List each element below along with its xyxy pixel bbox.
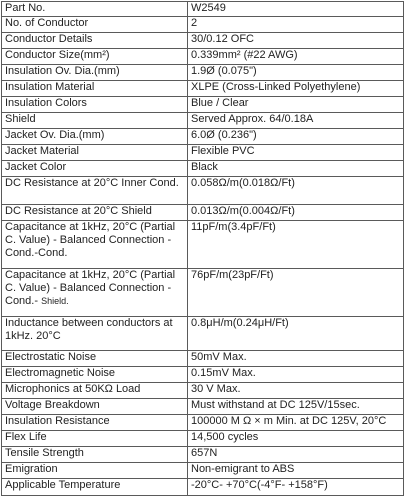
spec-value: 0.013Ω/m(0.004Ω/Ft) (191, 205, 295, 217)
table-row (2, 317, 404, 351)
spec-label-cell (2, 431, 188, 447)
spec-label: Insulation Resistance (5, 415, 110, 427)
table-row (2, 113, 404, 129)
spec-value: Non-emigrant to ABS (191, 463, 295, 475)
spec-label: Part No. (5, 2, 46, 14)
spec-value-cell (188, 317, 404, 351)
spec-label: Inductance between conductors at 1kHz. 20°C (5, 317, 173, 342)
spec-value: Served Approx. 64/0.18A (191, 113, 314, 125)
spec-label: Voltage Breakdown (5, 399, 100, 411)
spec-value-cell (188, 205, 404, 221)
spec-value: Must withstand at DC 125V/15sec. (191, 399, 360, 411)
spec-label-cell (2, 17, 188, 33)
spec-label: Electrostatic Noise (5, 351, 97, 363)
spec-value: 1.9Ø (0.075") (191, 65, 257, 77)
spec-label: Tensile Strength (5, 447, 84, 459)
table-row (2, 383, 404, 399)
spec-label: Microphonics at 50KΩ Load (5, 383, 141, 395)
spec-value-cell (188, 97, 404, 113)
spec-label-cell (2, 177, 188, 205)
spec-value-cell (188, 447, 404, 463)
spec-table-body (2, 2, 404, 496)
spec-label-cell (2, 97, 188, 113)
spec-label-cell (2, 221, 188, 269)
table-row (2, 81, 404, 97)
spec-value-cell (188, 81, 404, 97)
spec-label: Electromagnetic Noise (5, 367, 116, 379)
spec-label-cell (2, 367, 188, 383)
spec-value: 50mV Max. (191, 351, 247, 363)
spec-table (1, 1, 404, 496)
spec-label-cell (2, 113, 188, 129)
table-row (2, 145, 404, 161)
table-row (2, 65, 404, 81)
spec-label: No. of Conductor (5, 17, 89, 29)
spec-value-cell (188, 177, 404, 205)
spec-value: 11pF/m(3.4pF/Ft) (191, 221, 276, 233)
spec-label-cell (2, 463, 188, 479)
spec-value: 6.0Ø (0.236") (191, 129, 257, 141)
spec-label: Shield (5, 113, 36, 125)
spec-value: 2 (191, 17, 198, 29)
spec-label-cell (2, 205, 188, 221)
spec-label: DC Resistance at 20°C Shield (5, 205, 152, 217)
spec-value-cell (188, 479, 404, 496)
table-row (2, 431, 404, 447)
table-row (2, 177, 404, 205)
spec-label: Insulation Material (5, 81, 95, 93)
spec-value: 76pF/m(23pF/Ft) (191, 269, 274, 281)
table-row (2, 97, 404, 113)
spec-value-cell (188, 145, 404, 161)
spec-label-suffix: Shield. (41, 296, 69, 306)
spec-label-cell (2, 415, 188, 431)
spec-value: 14,500 cycles (191, 431, 259, 443)
table-row (2, 2, 404, 17)
spec-label: DC Resistance at 20°C Inner Cond. (5, 177, 179, 189)
spec-value: 0.058Ω/m(0.018Ω/Ft) (191, 177, 295, 189)
spec-label-cell (2, 447, 188, 463)
table-row (2, 33, 404, 49)
table-row (2, 129, 404, 145)
spec-value: 30/0.12 OFC (191, 33, 254, 45)
spec-label: Applicable Temperature (5, 479, 121, 491)
spec-value-cell (188, 2, 404, 17)
spec-value-cell (188, 269, 404, 317)
spec-label: Emigration (5, 463, 58, 475)
spec-value: 0.339mm² (#22 AWG) (191, 49, 298, 61)
spec-label: Jacket Ov. Dia.(mm) (5, 129, 105, 141)
spec-label-cell (2, 81, 188, 97)
table-row (2, 269, 404, 317)
table-row (2, 221, 404, 269)
spec-label-cell (2, 479, 188, 496)
spec-value: W2549 (191, 2, 226, 14)
spec-label-cell (2, 145, 188, 161)
spec-value: 0.8μH/m(0.24μH/Ft) (191, 317, 289, 329)
spec-value-cell (188, 463, 404, 479)
spec-value: Black (191, 161, 218, 173)
spec-label-cell (2, 383, 188, 399)
spec-value-cell (188, 113, 404, 129)
spec-value-cell (188, 383, 404, 399)
table-row (2, 351, 404, 367)
spec-value: 0.15mV Max. (191, 367, 256, 379)
spec-label-cell (2, 317, 188, 351)
spec-label-cell (2, 399, 188, 415)
spec-label: Capacitance at 1kHz, 20°C (Partial C. Value) - Balanced Connection - Cond.- (5, 269, 176, 307)
spec-value-cell (188, 17, 404, 33)
table-row (2, 415, 404, 431)
spec-label: Conductor Size(mm²) (5, 49, 110, 61)
spec-label-cell (2, 161, 188, 177)
spec-value: Flexible PVC (191, 145, 255, 157)
spec-label-cell (2, 351, 188, 367)
spec-value-cell (188, 399, 404, 415)
spec-label: Conductor Details (5, 33, 93, 45)
spec-value: 657N (191, 447, 218, 459)
spec-label: Insulation Colors (5, 97, 87, 109)
spec-label: Flex Life (5, 431, 47, 443)
table-row (2, 463, 404, 479)
spec-value-cell (188, 49, 404, 65)
table-row (2, 367, 404, 383)
spec-label-cell (2, 2, 188, 17)
spec-label-cell (2, 269, 188, 317)
spec-label: Capacitance at 1kHz, 20°C (Partial C. Value) - Balanced Connection - Cond.-Cond. (5, 221, 176, 259)
spec-label: Insulation Ov. Dia.(mm) (5, 65, 120, 77)
table-row (2, 17, 404, 33)
spec-value-cell (188, 431, 404, 447)
table-row (2, 479, 404, 496)
spec-value-cell (188, 351, 404, 367)
spec-value-cell (188, 221, 404, 269)
spec-value: 100000 M Ω × m Min. at DC 125V, 20°C (191, 415, 387, 427)
table-row (2, 399, 404, 415)
spec-value: XLPE (Cross-Linked Polyethylene) (191, 81, 361, 93)
spec-value-cell (188, 367, 404, 383)
spec-value-cell (188, 415, 404, 431)
spec-label-cell (2, 33, 188, 49)
spec-label-cell (2, 65, 188, 81)
spec-value: Blue / Clear (191, 97, 249, 109)
spec-label-cell (2, 49, 188, 65)
table-row (2, 205, 404, 221)
spec-value-cell (188, 129, 404, 145)
spec-label: Jacket Color (5, 161, 67, 173)
spec-value-cell (188, 161, 404, 177)
spec-value: 30 V Max. (191, 383, 241, 395)
spec-label-cell (2, 129, 188, 145)
table-row (2, 447, 404, 463)
spec-value-cell (188, 33, 404, 49)
spec-value: -20°C- +70°C(-4°F- +158°F) (191, 479, 328, 491)
table-row (2, 161, 404, 177)
spec-value-cell (188, 65, 404, 81)
spec-label: Jacket Material (5, 145, 79, 157)
table-row (2, 49, 404, 65)
